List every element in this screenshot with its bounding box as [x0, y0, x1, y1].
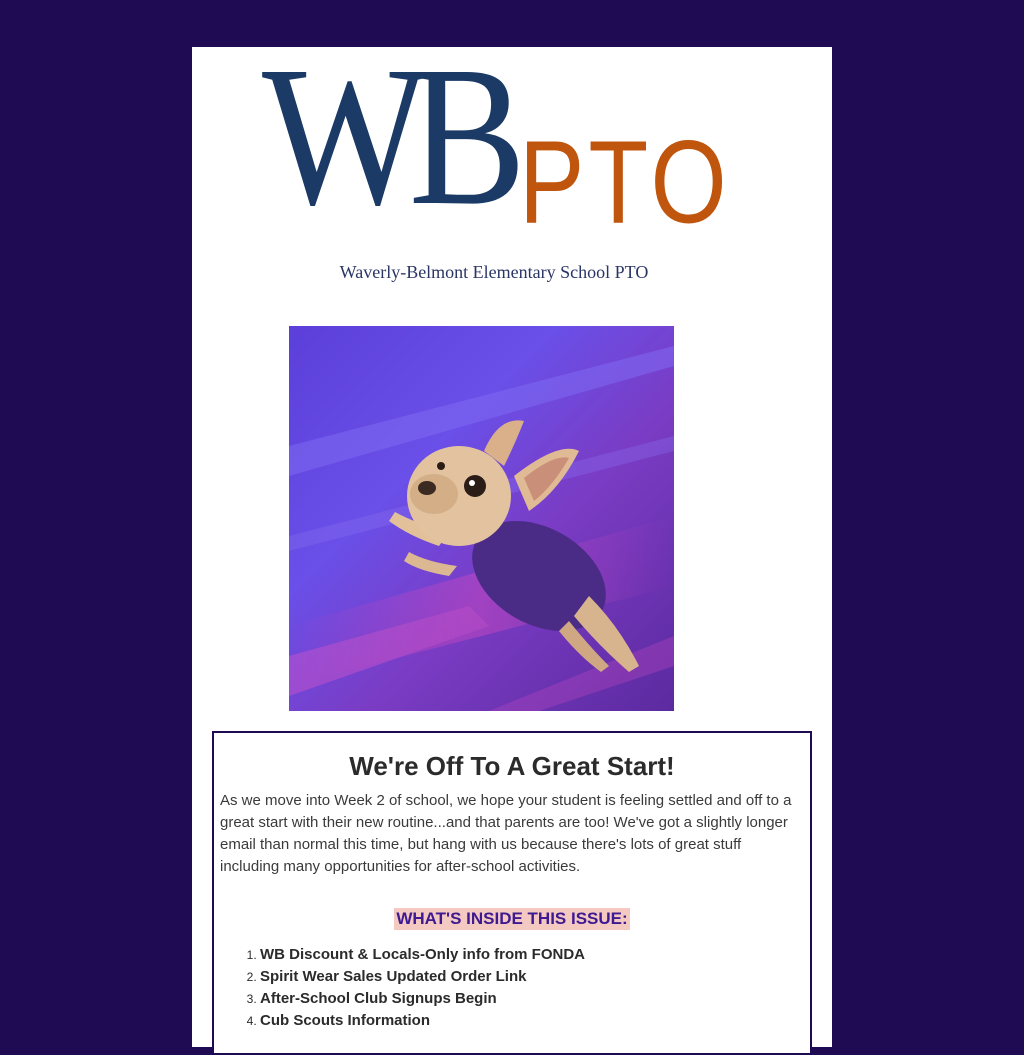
flying-dog-illustration	[289, 326, 674, 711]
email-body	[192, 26, 832, 1047]
logo-subtitle: Waverly-Belmont Elementary School PTO	[339, 262, 649, 282]
list-item-label: Cub Scouts Information	[260, 1012, 430, 1029]
hero-image	[289, 326, 674, 711]
inside-heading-wrap	[214, 908, 810, 930]
pto-logo	[254, 26, 734, 305]
newsletter-section	[212, 731, 812, 1055]
section-headline: We're Off To A Great Start!	[349, 751, 675, 781]
list-item-label: Spirit Wear Sales Updated Order Link	[260, 968, 527, 985]
list-item-label: After-School Club Signups Begin	[260, 990, 497, 1007]
list-item	[260, 988, 810, 1010]
list-item	[260, 966, 810, 988]
inside-issue-heading: WHAT'S INSIDE THIS ISSUE:	[396, 909, 628, 928]
issue-contents-list	[214, 944, 810, 1032]
list-item-label: WB Discount & Locals-Only info from FONDA	[260, 946, 585, 963]
intro-paragraph: As we move into Week 2 of school, we hope your student is feeling settled and off to a great start with their new routine...and that parents are too! We've got a slightly longer email than normal this time, but hang with us because there's lots of great stuff including many opportunities for after-school activities.	[220, 792, 792, 875]
list-item	[260, 1010, 810, 1032]
list-item	[260, 944, 810, 966]
logo-pto-text: PTO	[519, 115, 731, 248]
logo-wb-text: WB	[262, 26, 507, 247]
